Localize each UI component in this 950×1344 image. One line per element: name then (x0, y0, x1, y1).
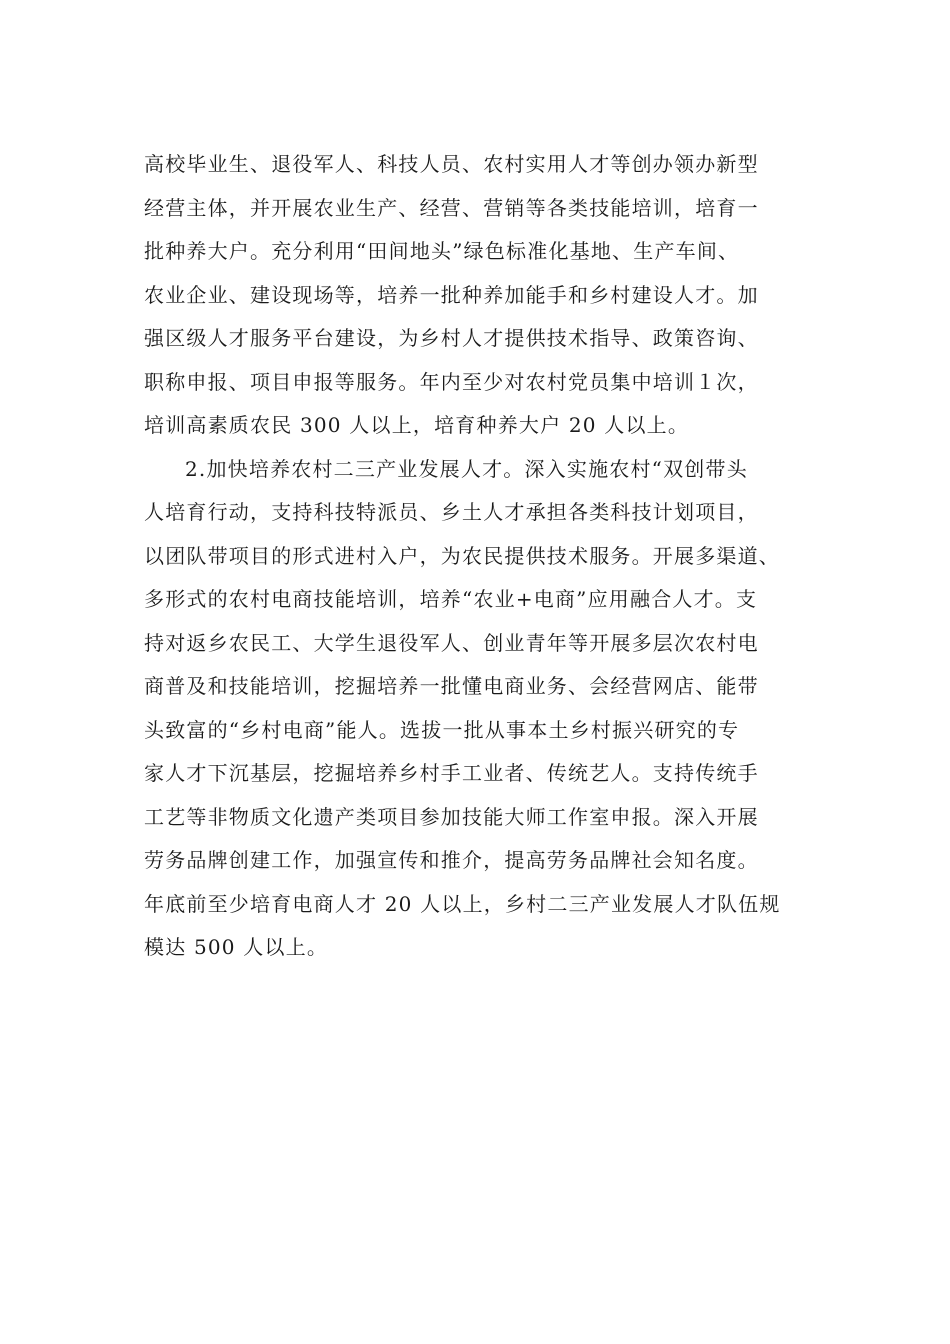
paragraph-line: 持对返乡农民工、大学生退役军人、创业青年等开展多层次农村电 (144, 630, 759, 655)
paragraph-line: 多形式的农村电商技能培训，培养“农业+电商”应用融合人才。支 (144, 587, 758, 611)
paragraph-line: 家人才下沉基层，挖掘培养乡村手工业者、传统艺人。支持传统手 (144, 761, 759, 785)
paragraph-line-first: 2.加快培养农村二三产业发展人才。深入实施农村“双创带头 (185, 456, 748, 481)
paragraph-line: 经营主体，并开展农业生产、经营、营销等各类技能培训，培育一 (144, 195, 759, 220)
paragraph-line: 批种养大户。充分利用“田间地头”绿色标准化基地、生产车间、 (144, 239, 740, 263)
paragraph-line: 模达 500 人以上。 (144, 935, 329, 959)
paragraph-line: 人培育行动，支持科技特派员、乡土人才承担各类科技计划项目， (144, 500, 759, 524)
paragraph-line: 农业企业、建设现场等，培养一批种养加能手和乡村建设人才。加 (144, 282, 759, 307)
paragraph-line: 劳务品牌创建工作，加强宣传和推介，提高劳务品牌社会知名度。 (144, 848, 759, 872)
document-body (144, 143, 814, 970)
paragraph-line: 年底前至少培育电商人才 20 人以上，乡村二三产业发展人才队伍规 (144, 891, 781, 916)
paragraph-line: 以团队带项目的形式进村入户，为农民提供技术服务。开展多渠道、 (144, 543, 780, 568)
paragraph-talent-cultivation (144, 143, 814, 448)
paragraph-line: 高校毕业生、退役军人、科技人员、农村实用人才等创办领办新型 (144, 152, 759, 176)
paragraph-industry-talent (144, 448, 814, 970)
paragraph-line: 培训高素质农民 300 人以上，培育种养大户 20 人以上。 (144, 413, 690, 437)
paragraph-line: 职称申报、项目申报等服务。年内至少对农村党员集中培训１次， (144, 369, 759, 394)
paragraph-line: 头致富的“乡村电商”能人。选拔一批从事本土乡村振兴研究的专 (144, 717, 740, 742)
paragraph-line: 商普及和技能培训，挖掘培养一批懂电商业务、会经营网店、能带 (144, 674, 759, 698)
paragraph-line: 强区级人才服务平台建设，为乡村人才提供技术指导、政策咨询、 (144, 326, 759, 350)
paragraph-line: 工艺等非物质文化遗产类项目参加技能大师工作室申报。深入开展 (144, 804, 759, 829)
